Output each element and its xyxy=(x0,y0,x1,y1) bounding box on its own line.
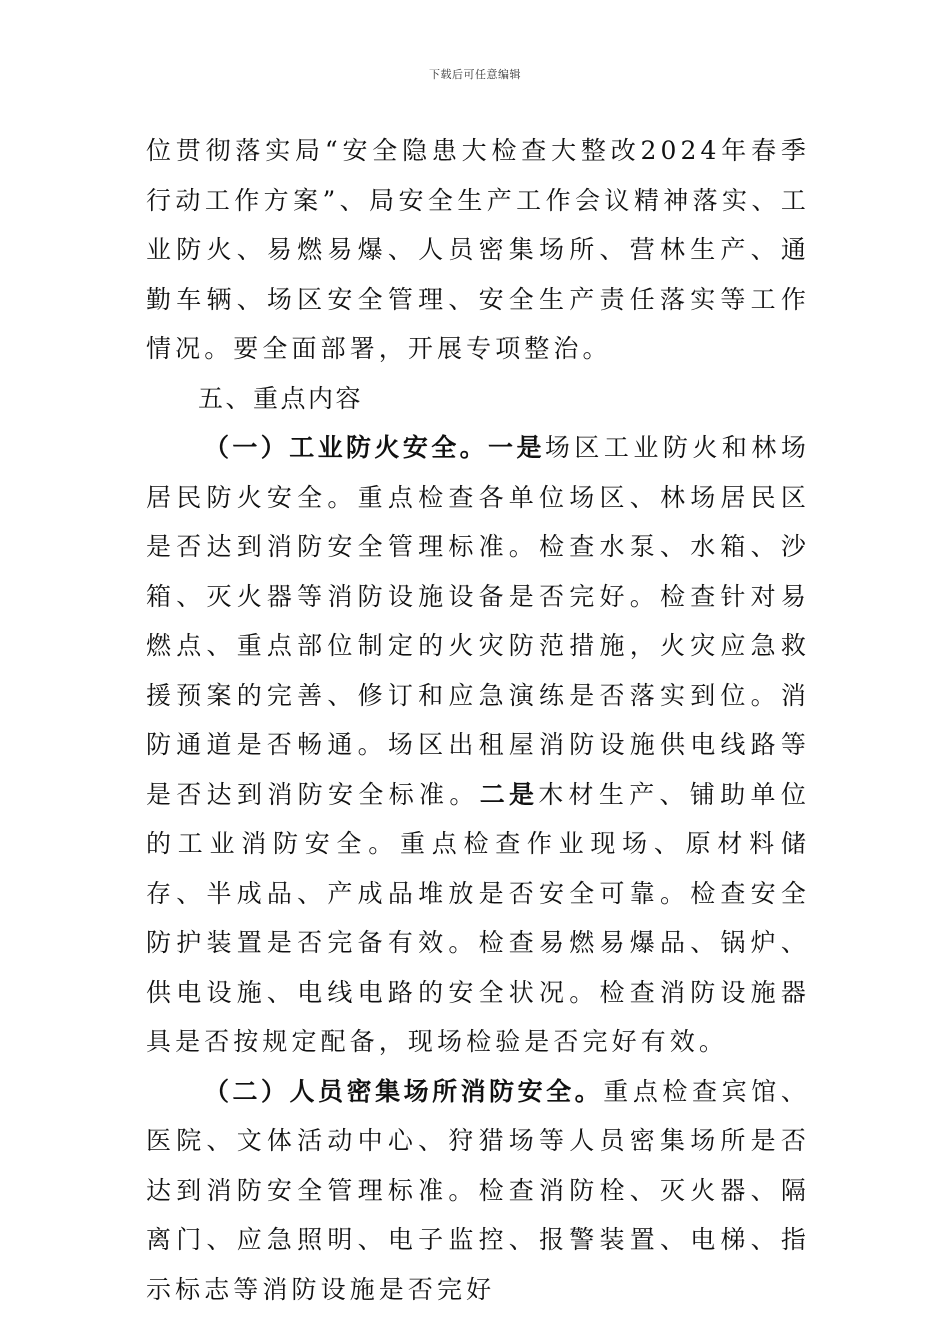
paragraph-crowded-places-safety xyxy=(146,1067,810,1315)
point-two-label: 二是 xyxy=(479,779,539,809)
paragraph-industrial-fire-safety xyxy=(146,423,810,1067)
page-header-note: 下载后可任意编辑 xyxy=(429,68,521,81)
document-body xyxy=(146,126,810,1314)
section-heading-key-content: 五、重点内容 xyxy=(198,383,364,413)
paragraph-work-plan: 位贯彻落实局“安全隐患大检查大整改2024年春季行动工作方案”、局安全生产工作会议精神落实、工业防火、易燃易爆、人员密集场所、营林生产、通勤车辆、场区安全管理、安全生产责任落实等工作情况。要全面部署，开展专项整治。 xyxy=(146,136,810,363)
point-one-text: 场区工业防火和林场居民防火安全。重点检查各单位场区、林场居民区是否达到消防安全管理标准。检查水泵、水箱、沙箱、灭火器等消防设施设备是否完好。检查针对易燃点、重点部位制定的火灾防范措施，火灾应急救援预案的完善、修订和应急演练是否落实到位。消防通道是否畅通。场区出租屋消防设施供电线路等是否达到消防安全标准。 xyxy=(146,433,810,809)
crowded-places-text: 重点检查宾馆、医院、文体活动中心、狩猎场等人员密集场所是否达到消防安全管理标准。检查消防栓、灭火器、隔离门、应急照明、电子监控、报警装置、电梯、指示标志等消防设施是否完好 xyxy=(146,1076,810,1304)
subsection-title-industrial-fire: （一）工业防火安全。 xyxy=(204,433,489,462)
point-one-label: 一是 xyxy=(488,433,545,462)
point-two-text: 木材生产、铺助单位的工业消防安全。重点检查作业现场、原材料储存、半成品、产成品堆放是否安全可靠。检查安全防护装置是否完备有效。检查易燃易爆品、锅炉、供电设施、电线电路的安全状况。检查消防设施器具是否按规定配备，现场检验是否完好有效。 xyxy=(146,779,810,1056)
subsection-title-crowded-places: （二）人员密集场所消防安全。 xyxy=(204,1076,604,1106)
